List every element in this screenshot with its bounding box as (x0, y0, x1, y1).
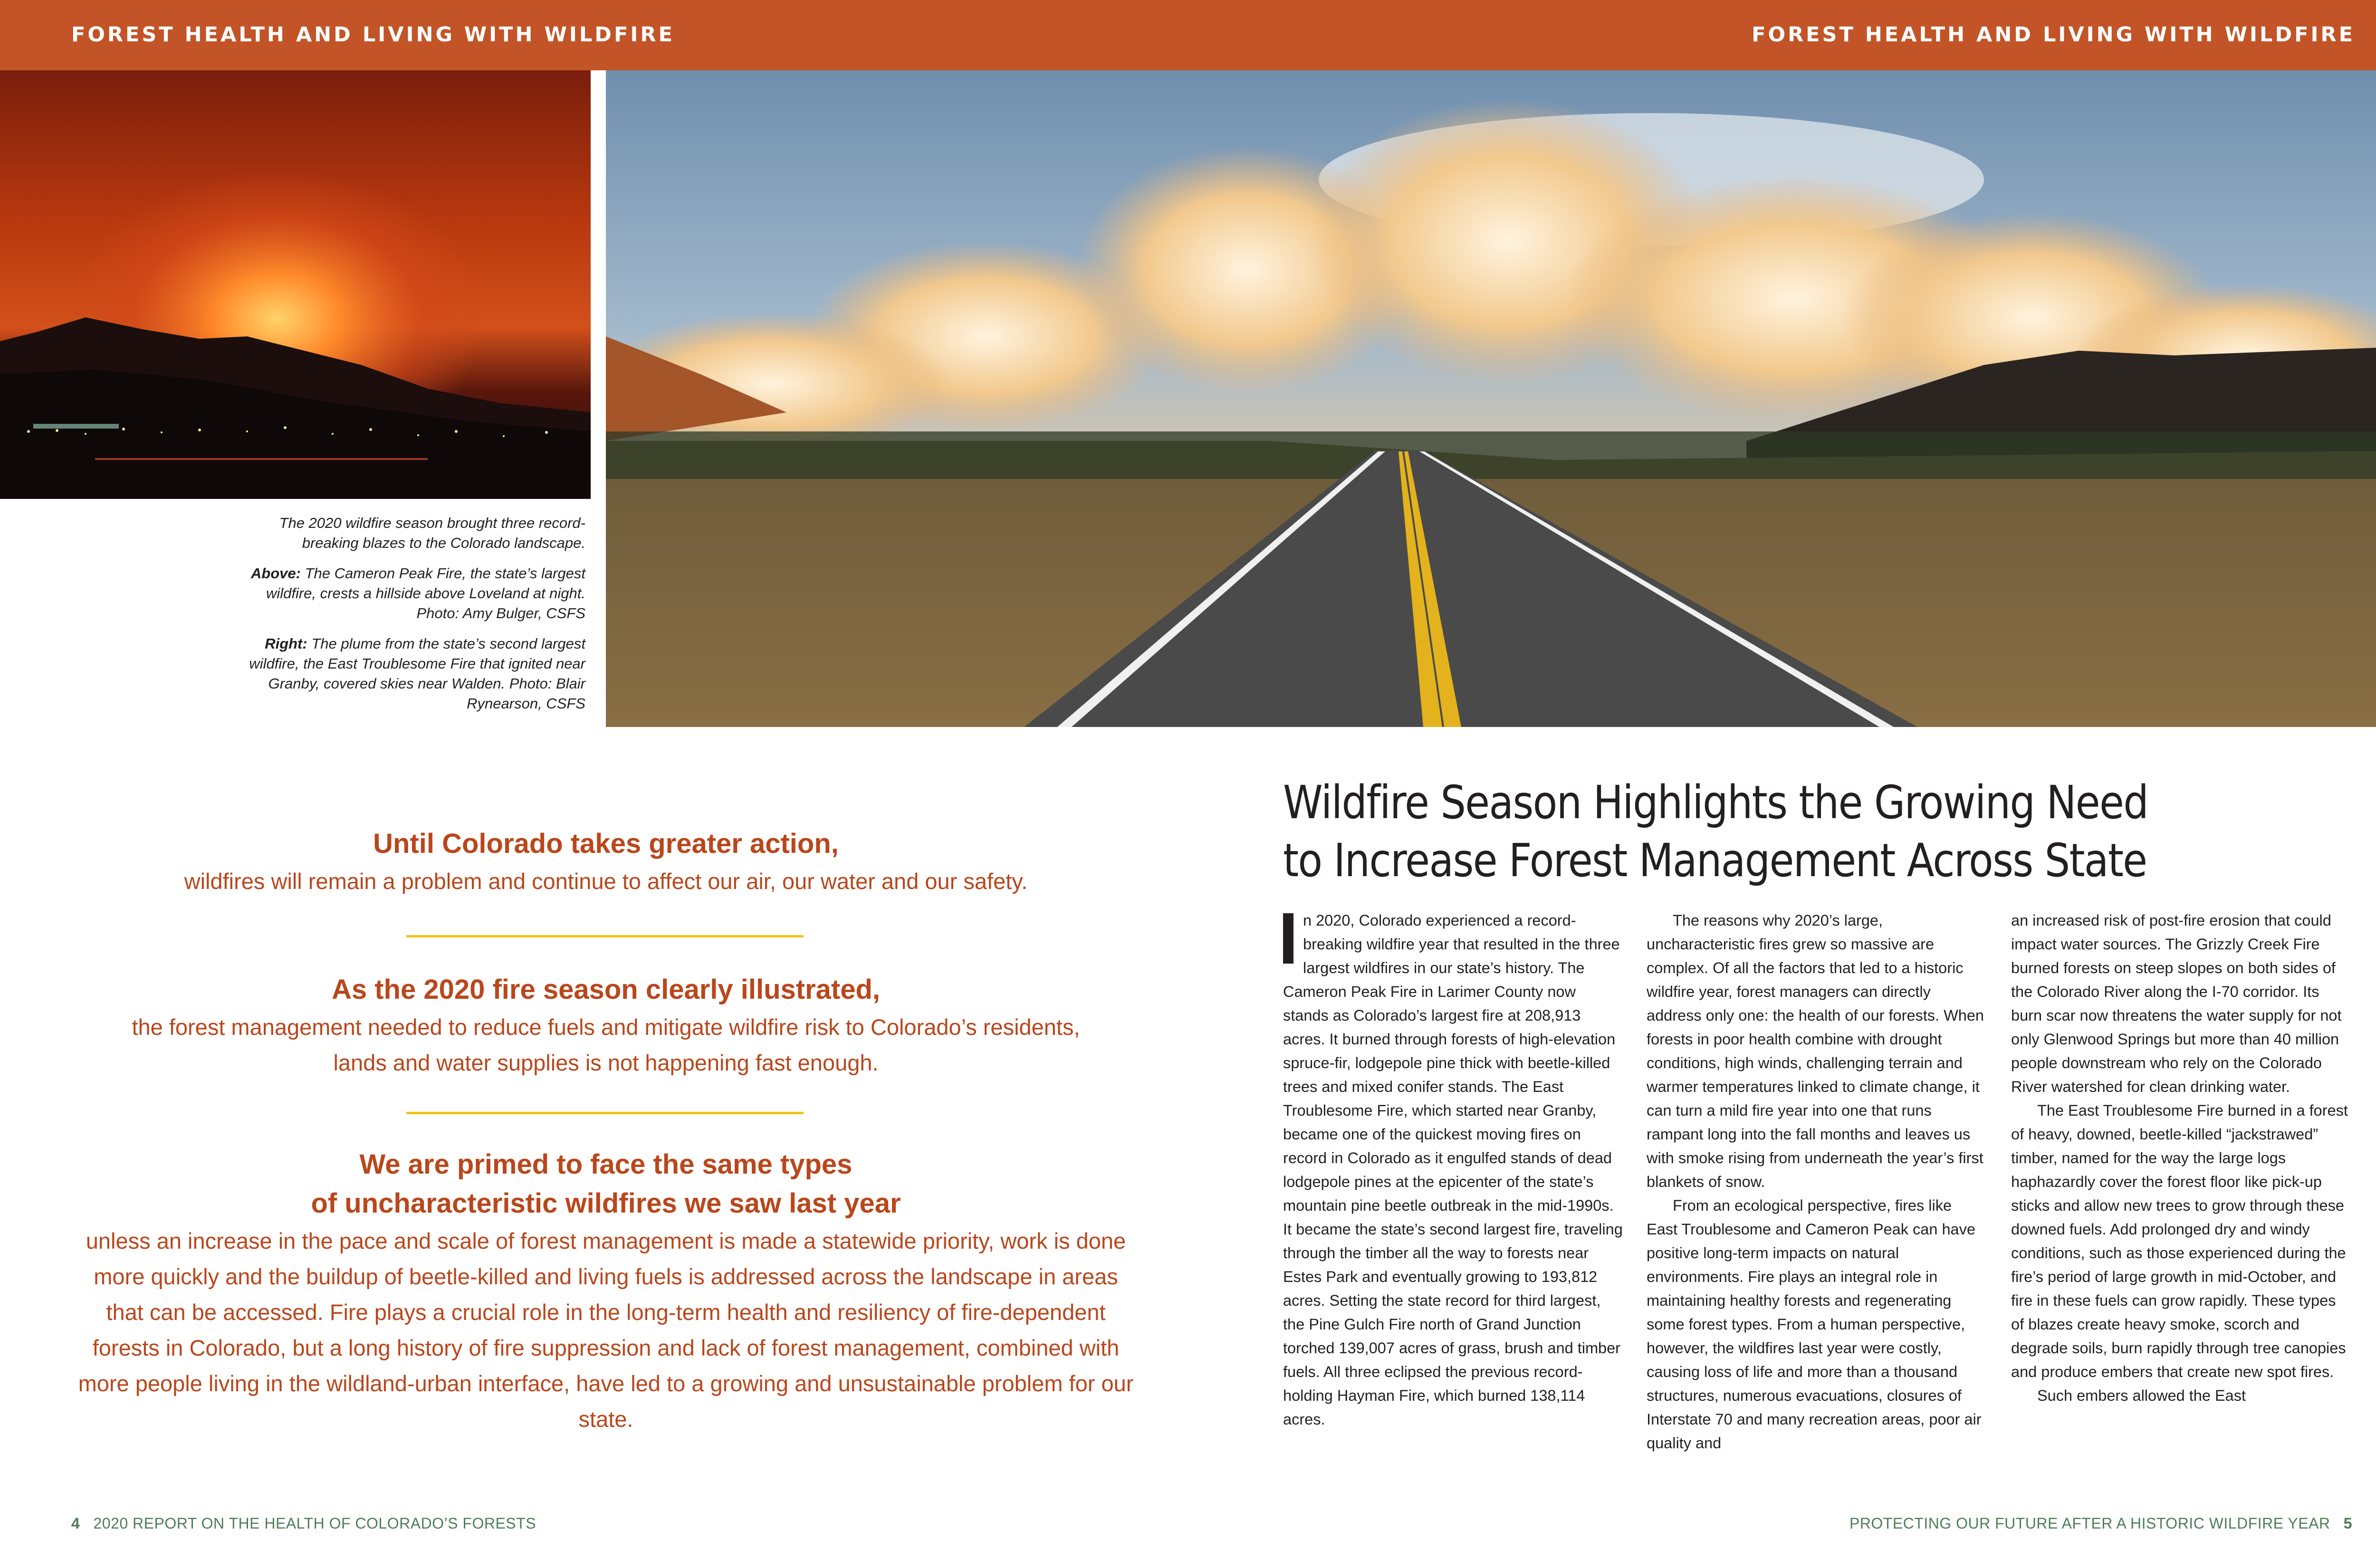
footer-right (1849, 1515, 2352, 1532)
header-title-left: FOREST HEALTH AND LIVING WITH WILDFIRE (71, 23, 675, 47)
column-2-paragraph-2: From an ecological perspective, fires like East Troublesome and Cameron Peak can have positive long-term impacts on natural environments. Fire plays an integral role in maintaining healthy forests and regenerating some forest types. From a human perspective, however, the wildfires last year were costly, causing loss of life and more than a thousand structures, numerous evacuations, closures of Interstate 70 and many recreation areas, poor air quality and (1647, 1197, 1982, 1452)
caption-above-label: Above: (250, 565, 301, 582)
article-column-3 (2011, 908, 2351, 1407)
caption-intro: The 2020 wildfire season brought three record-breaking blazes to the Colorado landscape. (279, 515, 585, 551)
column-3-paragraph-3: Such embers allowed the East (2037, 1387, 2246, 1404)
pull-quote-1-body: wildfires will remain a problem and continue to affect our air, our water and our safety. (184, 869, 1028, 894)
caption-right-label: Right: (265, 635, 307, 652)
article-column-1 (1283, 908, 1623, 1431)
header-bar (0, 0, 2376, 70)
pull-quote-2-body: the forest management needed to reduce fuels and mitigate wildfire risk to Colorado’s residents, lands and water supplies is not happening fast enough. (132, 1014, 1080, 1075)
headline-line-2: to Increase Forest Management Across State (1283, 834, 2147, 887)
caption-right-text: The plume from the state’s second largest wildfire, the East Troublesome Fire that ignited near Granby, covered skies near Walden. Photo: Blair Rynearson, CSFS (249, 635, 585, 712)
divider-2 (406, 1112, 804, 1114)
footer-right-text: PROTECTING OUR FUTURE AFTER A HISTORIC WILDFIRE YEAR (1849, 1515, 2330, 1532)
footer-left (71, 1515, 536, 1532)
page-number-left: 4 (71, 1515, 80, 1532)
caption-above-text: The Cameron Peak Fire, the state’s largest wildfire, crests a hillside above Loveland at night. Photo: Amy Bulger, CSFS (266, 565, 585, 621)
cameron-peak-fire-photo (0, 70, 591, 499)
pull-quote-3 (76, 1145, 1136, 1437)
pull-quote-3-body: unless an increase in the pace and scale of forest management is made a statewide priority, work is done more quickly and the buildup of beetle-killed and living fuels is addressed across the landscape in areas that can be accessed. Fire plays a crucial role in the long-term health and resiliency of fire-dependent forests in Colorado, but a long history of fire suppression and lack of forest management, combined with more people living in the wildland-urban interface, have led to a growing and unsustainable problem for our state. (78, 1228, 1134, 1432)
pull-quote-3-heading-line1: We are primed to face the same types (359, 1149, 853, 1180)
headline-line-1: Wildfire Season Highlights the Growing Need (1283, 776, 2148, 829)
article-column-2 (1647, 908, 1986, 1455)
pull-quote-1 (71, 824, 1140, 899)
column-3-paragraph-2: The East Troublesome Fire burned in a forest of heavy, downed, beetle-killed “jackstrawed” timber, named for the way the large logs haphazardly cover the forest floor like pick-up sticks and allow new trees to grow through these downed fuels. Add prolonged dry and windy conditions, such as those experienced during the fire’s period of large growth in mid-October, and fire in these fuels can grow rapidly. These types of blazes create heavy smoke, scorch and degrade soils, burn rapidly through tree canopies and produce embers that create new spot fires. (2011, 1102, 2348, 1380)
divider-1 (406, 935, 804, 937)
pull-quote-2 (105, 970, 1107, 1080)
drop-cap-bar (1283, 913, 1293, 964)
caption-right (228, 634, 585, 714)
pull-quote-3-heading-line2: of uncharacteristic wildfires we saw last year (311, 1188, 901, 1219)
header-title-right: FOREST HEALTH AND LIVING WITH WILDFIRE (1752, 23, 2355, 47)
road-plume-image (606, 70, 2376, 727)
column-3-paragraph-1: an increased risk of post-fire erosion that could impact water sources. The Grizzly Creek Fire burned forests on steep slopes on both sides of the Colorado River along the I-70 corridor. Its burn scar now threatens the water supply for not only Glenwood Springs but more than 40 million people downstream who rely on the Colorado River watershed for clean drinking water. (2011, 912, 2342, 1095)
photo-caption (228, 513, 585, 724)
pull-quote-1-heading: Until Colorado takes greater action, (373, 828, 839, 859)
east-troublesome-plume-photo (606, 70, 2376, 727)
footer-left-text: 2020 REPORT ON THE HEALTH OF COLORADO’S FORESTS (93, 1515, 537, 1532)
night-fire-image (0, 70, 591, 499)
column-2-paragraph-1: The reasons why 2020’s large, uncharacteristic fires grew so massive are complex. Of all the factors that led to a historic wildfire year, forest managers can directly address only one: the health of our forests. When forests in poor health combine with drought conditions, high winds, challenging terrain and warmer temperatures linked to climate change, it can turn a mild fire year into one that runs rampant long into the fall months and leaves us with smoke rising from underneath the year’s first blankets of snow. (1647, 912, 1984, 1190)
pull-quote-2-heading: As the 2020 fire season clearly illustrated, (331, 974, 881, 1005)
column-1-paragraph-1: n 2020, Colorado experienced a record-breaking wildfire year that resulted in the three largest wildfires in our state’s history. The Cameron Peak Fire in Larimer County now stands as Colorado’s largest fire at 208,913 acres. It burned through forests of high-elevation spruce-fir, lodgepole pine thick with beetle-killed trees and mixed conifer stands. The East Troublesome Fire, which started near Granby, became one of the quickest moving fires on record in Colorado as it engulfed stands of dead lodgepole pines at the epicenter of the state’s mountain pine beetle outbreak in the mid-1990s. It became the state’s second largest fire, traveling through the timber all the way to forests near Estes Park and eventually growing to 193,812 acres. Setting the state record for third largest, the Pine Gulch Fire north of Grand Junction torched 139,007 acres of grass, brush and timber fuels. All three eclipsed the previous record-holding Hayman Fire, which burned 138,114 acres. (1283, 912, 1623, 1428)
article-headline (1283, 774, 2245, 889)
page-number-right: 5 (2343, 1515, 2352, 1532)
caption-above (228, 564, 585, 623)
